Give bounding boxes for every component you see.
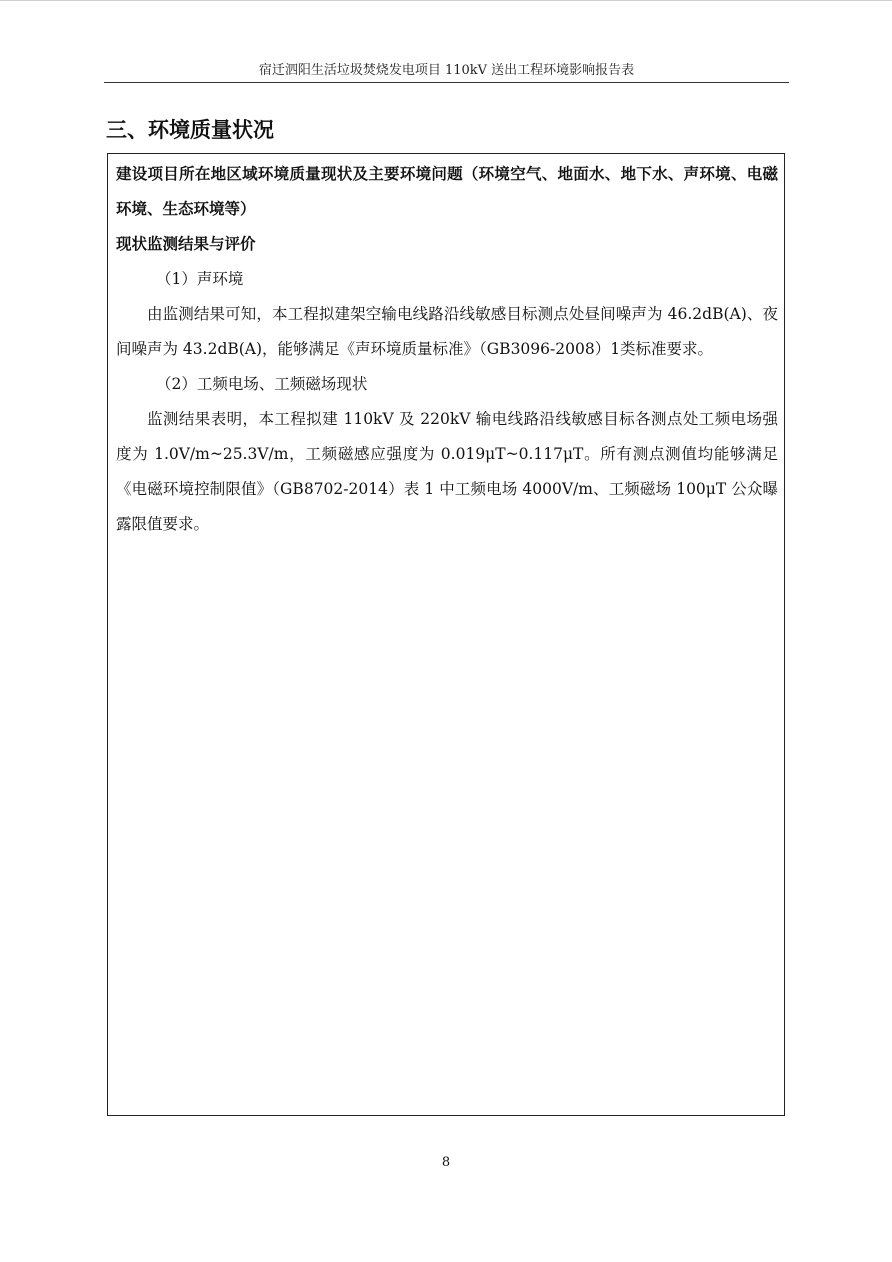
item-1-text: 由监测结果可知，本工程拟建架空输电线路沿线敏感目标测点处昼间噪声为 46.2dB(A)、夜间噪声为 43.2dB(A)，能够满足《声环境质量标准》（GB3096-2008）1类标准要求。 [116, 305, 778, 358]
page-top-edge [0, 0, 892, 1]
item-2-label: （2）工频电场、工频磁场现状 [156, 375, 368, 393]
section-title: 三、环境质量状况 [106, 118, 274, 142]
running-header: 宿迁泗阳生活垃圾焚烧发电项目 110kV 送出工程环境影响报告表 [258, 63, 635, 78]
content-body [116, 157, 778, 542]
box-heading: 建设项目所在地区域环境质量现状及主要环境问题（环境空气、地面水、地下水、声环境、电磁环境、生态环境等） [116, 165, 778, 218]
item-2-text: 监测结果表明，本工程拟建 110kV 及 220kV 输电线路沿线敏感目标各测点处工频电场强度为 1.0V/m~25.3V/m，工频磁感应强度为 0.019μT~0.117μT。所有测点测值均能够满足《电磁环境控制限值》（GB8702-2014）表 1 中工频电场 4000V/m、工频磁场 100μT 公众曝露限值要求。 [116, 410, 778, 533]
header-rule [104, 82, 789, 83]
page-number: 8 [441, 1155, 451, 1170]
box-subheading: 现状监测结果与评价 [116, 235, 256, 253]
item-1-label: （1）声环境 [156, 270, 244, 288]
